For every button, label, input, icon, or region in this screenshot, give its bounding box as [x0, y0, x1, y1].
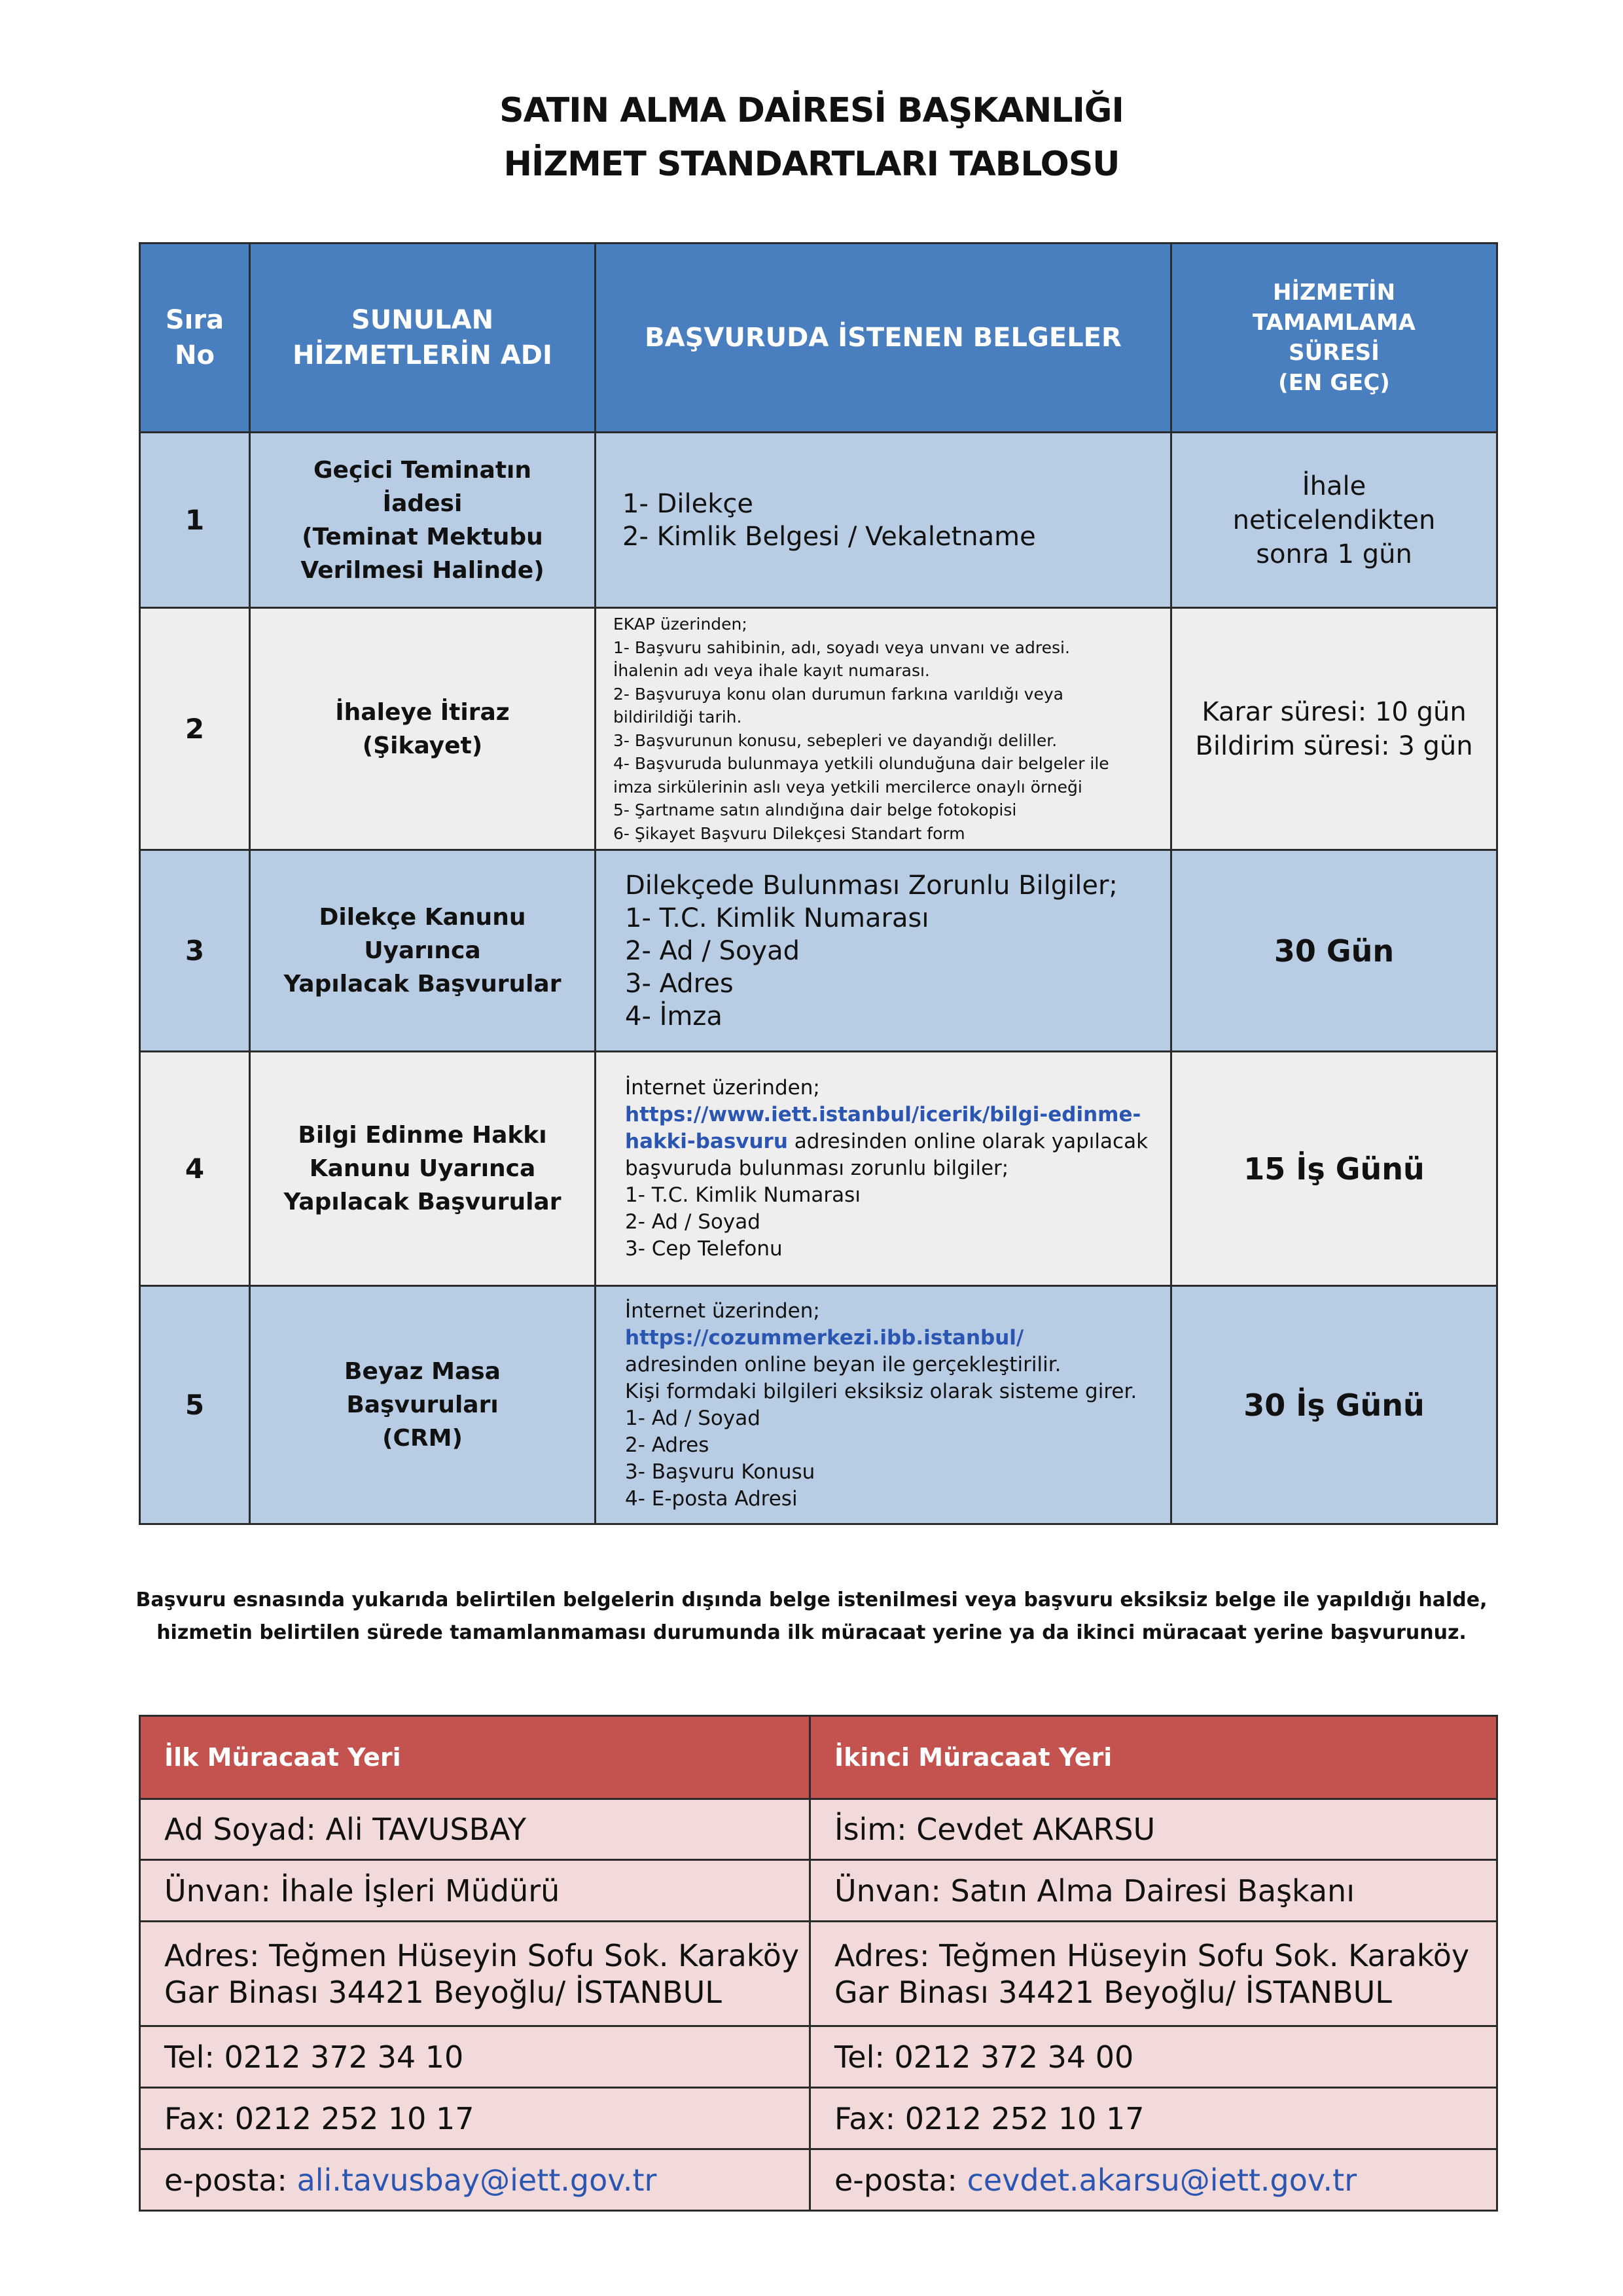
completion-duration: Karar süresi: 10 gün Bildirim süresi: 3 gün: [1171, 608, 1497, 850]
row-number: 2: [140, 608, 250, 850]
table-row: [140, 433, 1497, 608]
row-number: 3: [140, 850, 250, 1052]
service-name: Geçici Teminatın İadesi (Teminat Mektubu Verilmesi Halinde): [250, 433, 596, 608]
table-row: [140, 1286, 1497, 1524]
first-contact-fax: Fax: 0212 252 10 17: [140, 2088, 810, 2149]
service-name: Dilekçe Kanunu Uyarınca Yapılacak Başvurular: [250, 850, 596, 1052]
required-documents: İnternet üzerinden; https://cozummerkezi.ibb.istanbul/ adresinden online beyan ile gerçekleştirilir. Kişi formdaki bilgileri eksiksiz olarak sisteme girer. 1- Ad / Soyad 2- Adres 3- Başvuru Konusu 4- E-posta Adresi: [596, 1286, 1171, 1524]
second-contact-name: İsim: Cevdet AKARSU: [810, 1799, 1497, 1860]
title-line-2: HİZMET STANDARTLARI TABLOSU: [503, 145, 1120, 184]
second-contact-tel: Tel: 0212 372 34 00: [810, 2026, 1497, 2088]
first-contact-address: Adres: Teğmen Hüseyin Sofu Sok. Karaköy Gar Binası 34421 Beyoğlu/ İSTANBUL: [140, 1922, 810, 2026]
second-contact-fax: Fax: 0212 252 10 17: [810, 2088, 1497, 2149]
first-contact-name: Ad Soyad: Ali TAVUSBAY: [140, 1799, 810, 1860]
contact-tel-row: [140, 2026, 1497, 2088]
completion-duration: 30 Gün: [1171, 850, 1497, 1052]
contact-address-row: [140, 1922, 1497, 2026]
contact-email-row: [140, 2149, 1497, 2211]
row-number: 1: [140, 433, 250, 608]
first-contact-email-cell: e-posta: ali.tavusbay@iett.gov.tr: [140, 2149, 810, 2211]
cozum-merkezi-link[interactable]: https://cozummerkezi.ibb.istanbul/: [625, 1325, 1024, 1350]
page-title: [0, 84, 1623, 191]
service-standards-table: [139, 242, 1498, 1525]
bilgi-edinme-link[interactable]: https://www.iett.istanbul/icerik/bilgi-edinme-: [625, 1103, 1141, 1126]
required-documents: Dilekçede Bulunması Zorunlu Bilgiler; 1- T.C. Kimlik Numarası 2- Ad / Soyad 3- Adres 4- İmza: [596, 850, 1171, 1052]
contact-table: [139, 1715, 1498, 2212]
first-application-header: İlk Müracaat Yeri: [140, 1716, 810, 1799]
table-row: [140, 608, 1497, 850]
service-name: İhaleye İtiraz (Şikayet): [250, 608, 596, 850]
header-duration: HİZMETİN TAMAMLAMA SÜRESİ (EN GEÇ): [1171, 243, 1497, 433]
application-note: Başvuru esnasında yukarıda belirtilen belgelerin dışında belge istenilmesi veya başvuru eksiksiz belge ile yapıldığı halde, hizmetin belirtilen sürede tamamlanmaması durumunda ilk müracaat yerine ya da ikinci müracaat yerine başvurunuz.: [135, 1588, 1488, 1644]
completion-duration: İhale neticelendikten sonra 1 gün: [1171, 433, 1497, 608]
title-line-1: SATIN ALMA DAİRESİ BAŞKANLIĞI: [499, 91, 1124, 130]
required-documents: 1- Dilekçe 2- Kimlik Belgesi / Vekaletname: [596, 433, 1171, 608]
contact-name-row: [140, 1799, 1497, 1860]
completion-duration: 15 İş Günü: [1171, 1052, 1497, 1286]
contact-header-row: [140, 1716, 1497, 1799]
second-contact-address: Adres: Teğmen Hüseyin Sofu Sok. Karaköy Gar Binası 34421 Beyoğlu/ İSTANBUL: [810, 1922, 1497, 2026]
service-name: Beyaz Masa Başvuruları (CRM): [250, 1286, 596, 1524]
table-header-row: [140, 243, 1497, 433]
row-number: 4: [140, 1052, 250, 1286]
bilgi-edinme-link-cont[interactable]: hakki-basvuru: [625, 1130, 788, 1153]
first-contact-tel: Tel: 0212 372 34 10: [140, 2026, 810, 2088]
first-contact-title: Ünvan: İhale İşleri Müdürü: [140, 1860, 810, 1922]
first-contact-email-link[interactable]: ali.tavusbay@iett.gov.tr: [296, 2162, 657, 2198]
row-number: 5: [140, 1286, 250, 1524]
completion-duration: 30 İş Günü: [1171, 1286, 1497, 1524]
header-documents: BAŞVURUDA İSTENEN BELGELER: [596, 243, 1171, 433]
required-documents: EKAP üzerinden; 1- Başvuru sahibinin, adı, soyadı veya unvanı ve adresi. İhalenin adı veya ihale kayıt numarası. 2- Başvuruya konu olan durumun farkına varıldığı veya bildirildiği tarih. 3- Başvurunun konusu, sebepleri ve dayandığı deliller. 4- Başvuruda bulunmaya yetkili olunduğuna dair belgeler ile imza sirkülerinin aslı veya yetkili mercilerce onaylı örneği 5- Şartname satın alındığına dair belge fotokopisi 6- Şikayet Başvuru Dilekçesi Standart form: [596, 608, 1171, 850]
second-contact-title: Ünvan: Satın Alma Dairesi Başkanı: [810, 1860, 1497, 1922]
header-sira-no: Sıra No: [140, 243, 250, 433]
second-application-header: İkinci Müracaat Yeri: [810, 1716, 1497, 1799]
second-contact-email-cell: e-posta: cevdet.akarsu@iett.gov.tr: [810, 2149, 1497, 2211]
required-documents: İnternet üzerinden; https://www.iett.istanbul/icerik/bilgi-edinme- hakki-basvuru adresinden online olarak yapılacak başvuruda bulunması zorunlu bilgiler; 1- T.C. Kimlik Numarası 2- Ad / Soyad 3- Cep Telefonu: [596, 1052, 1171, 1286]
table-row: [140, 1052, 1497, 1286]
contact-fax-row: [140, 2088, 1497, 2149]
second-contact-email-link[interactable]: cevdet.akarsu@iett.gov.tr: [967, 2162, 1357, 2198]
table-row: [140, 850, 1497, 1052]
contact-title-row: [140, 1860, 1497, 1922]
service-name: Bilgi Edinme Hakkı Kanunu Uyarınca Yapılacak Başvurular: [250, 1052, 596, 1286]
header-service-name: SUNULAN HİZMETLERİN ADI: [250, 243, 596, 433]
